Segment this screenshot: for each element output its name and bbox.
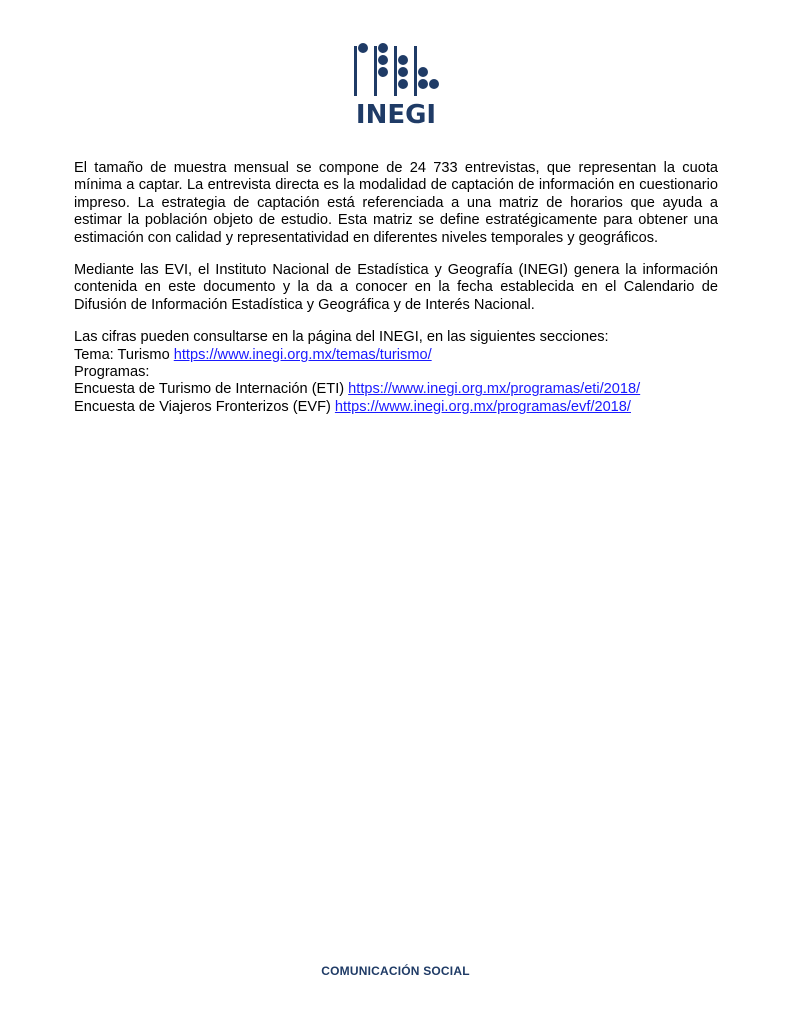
tema-turismo-link[interactable]: https://www.inegi.org.mx/temas/turismo/ (173, 346, 432, 363)
footer-comunicacion-social: COMUNICACIÓN SOCIAL (321, 964, 470, 978)
tema-line (74, 347, 718, 364)
links-section (74, 329, 718, 416)
links-intro: Las cifras pueden consultarse en la página del INEGI, en las siguientes secciones: (74, 329, 609, 346)
eti-label: Encuesta de Turismo de Internación (ETI) (74, 381, 349, 398)
inegi-logo (352, 42, 442, 132)
inegi-logo-dots-icon (352, 42, 442, 100)
evf-link[interactable]: https://www.inegi.org.mx/programas/evf/2018/ (334, 398, 631, 415)
evf-line (74, 399, 718, 416)
programas-label: Programas: (74, 364, 150, 381)
eti-line (74, 381, 718, 398)
document-body (74, 160, 718, 431)
inegi-logo-text: INEGI (355, 100, 437, 130)
evf-label: Encuesta de Viajeros Fronterizos (EVF) (74, 398, 335, 415)
tema-label: Tema: Turismo (74, 346, 174, 363)
eti-link[interactable]: https://www.inegi.org.mx/programas/eti/2018/ (348, 381, 641, 398)
paragraph-evi: Mediante las EVI, el Instituto Nacional de Estadística y Geografía (INEGI) genera la información contenida en este documento y la da a conocer en la fecha establecida en el Calendario de Difusión de Información Estadística y Geográfica y de Interés Nacional. (74, 262, 718, 313)
paragraph-muestra: El tamaño de muestra mensual se compone de 24 733 entrevistas, que representan la cuota mínima a captar. La entrevista directa es la modalidad de captación de información en cuestionario impreso. La estrategia de captación está referenciada a una matriz de horarios que ayuda a estimar la población objeto de estudio. Esta matriz se define estratégicamente para obtener una estimación con calidad y representatividad en diferentes niveles temporales y geográficos. (74, 160, 718, 246)
